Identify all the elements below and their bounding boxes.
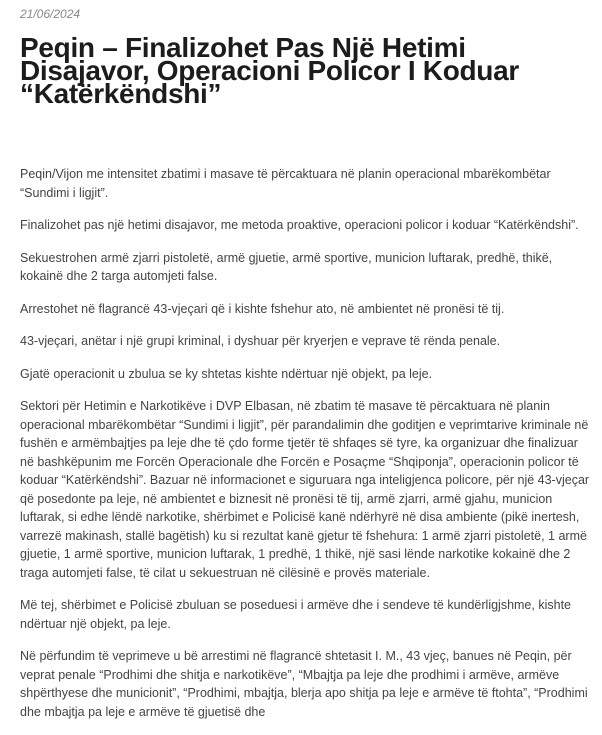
paragraph-details: Sektori për Hetimin e Narkotikëve i DVP Elbasan, në zbatim të masave të përcaktuara në planin operacional mbarëkombëtar “Sundimi i ligjit”, për parandalimin dhe goditjen e veprimtarive kriminale në fushën e armëmbajtjes pa leje dhe të çdo forme tjetër të shfaqes së tyre, ka organizuar dhe finalizuar në bashkëpunim me Forcën Operacionale dhe Forcën e Posaçme “Shqiponja”, operacionin policor të koduar “Katërkëndshi”. Bazuar në informacionet e siguruara nga inteligjenca policore, për një 43-vjeçar që posedonte pa leje, në ambientet e biznesit në pronësi të tij, armë zjarri, armë gjahu, municion luftarak, si edhe lëndë narkotike, shërbimet e Policisë kanë ndërhyrë në disa ambiente (pikë inertesh, varrezë makinash, stallë bagëtish) ku si rezultat kanë gjetur të fshehura: 1 armë zjarri pistoletë, 1 armë gjuetie, 1 armë sportive, municion luftarak, 1 predhë, 1 thikë, një sasi lënde narkotike kokainë dhe 2 traga automjeti false, të cilat u sekuestruan në cilësinë e provës materiale. (20, 399, 590, 580)
article-title: Peqin – Finalizohet Pas Një Hetimi Disajavor, Operacioni Policor I Koduar “Katërkëndshi” (20, 32, 519, 109)
paragraph-suspect: 43-vjeçari, anëtar i një grupi kriminal, i dyshuar për kryerjen e veprave të rënda penale. (20, 334, 501, 348)
paragraph-building: Gjatë operacionit u zbulua se ky shtetas kishte ndërtuar një objekt, pa leje. (20, 366, 433, 381)
publish-date: 21/06/2024 (20, 7, 81, 21)
paragraph-arrest: Arrestohet në flagrancë 43-vjeçari që i kishte fshehur ato, në ambientet në pronësi të tij. (20, 301, 505, 316)
paragraph-seized: Sekuestrohen armë zjarri pistoletë, armë gjuetie, armë sportive, municion luftarak, predhë, thikë, kokainë dhe 2 targa automjeti false. (20, 250, 553, 283)
paragraph-conclusion: Në përfundim të veprimeve u bë arrestimi në flagrancë shtetasit I. M., 43 vjeç, banues në Peqin, për veprat penale “Prodhimi dhe shitja e narkotikëve”, “Mbajtja pa leje dhe prodhimi i armëve, armëve shpërthyese dhe municionit”, “Prodhimi, mbajtja, blerja apo shitja pa leje e armëve të ftohta”, “Prodhimi dhe mbajtja pa leje e armëve të gjuetisë dhe (20, 649, 588, 719)
article-body (20, 165, 595, 721)
article (20, 0, 595, 735)
paragraph-intro: Peqin/Vijon me intensitet zbatimi i masave të përcaktuara në planin operacional mbarëkombëtar “Sundimi i ligjit”. (20, 167, 551, 200)
paragraph-operation: Finalizohet pas një hetimi disajavor, me metoda proaktive, operacioni policor i koduar “Katërkëndshi”. (20, 218, 579, 232)
paragraph-illegal-building: Më tej, shërbimet e Policisë zbuluan se poseduesi i armëve dhe i sendeve të kundërligjshme, kishte ndërtuar një objekt, pa leje. (20, 598, 571, 631)
